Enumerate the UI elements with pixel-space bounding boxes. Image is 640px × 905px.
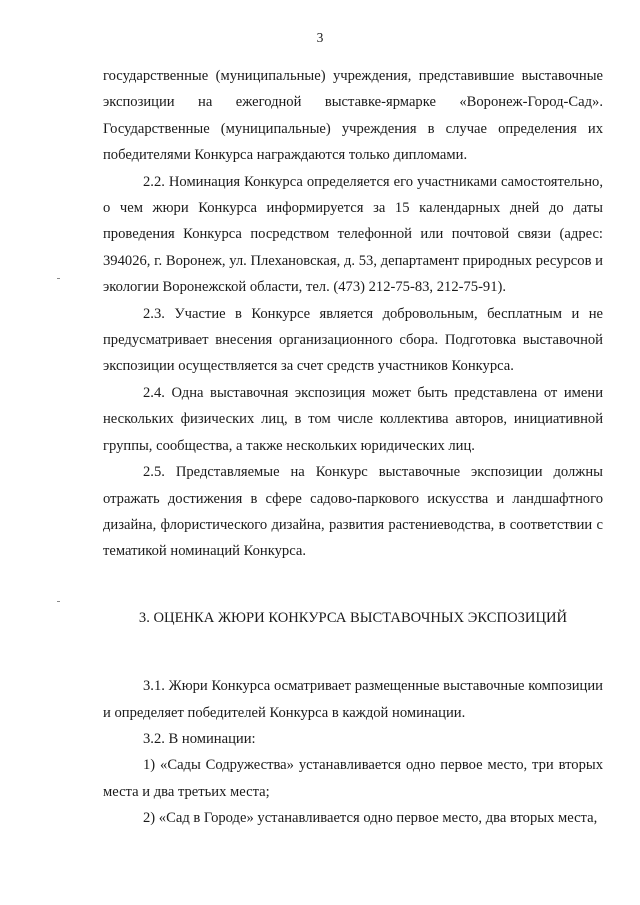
paragraph-2-4: 2.4. Одна выставочная экспозиция может быть представлена от имени нескольких физических лиц, в том числе коллектива авторов, инициативной группы, сообщества, а также нескольких юридических лиц.	[103, 384, 603, 454]
margin-mark	[57, 601, 60, 602]
paragraph-2-2: 2.2. Номинация Конкурса определяется его участниками самостоятельно, о чем жюри Конкурса информируется за 15 календарных дней до даты проведения Конкурса посредством телефонной или почтовой связи (адрес: 394026, г. Воронеж, ул. Плехановская, д. 53, департамент природных ресурсов и экологии Воронежской области, тел. (473) 212-75-83, 212-75-91).	[103, 173, 603, 296]
paragraph-continuation: государственные (муниципальные) учреждения, представившие выставочные экспозиции на ежегодной выставке-ярмарке «Воронеж-Город-Сад». Государственные (муниципальные) учреждения в случае определения их победителями Конкурса награждаются только дипломами.	[103, 68, 603, 164]
paragraph-3-2: 3.2. В номинации:	[143, 730, 256, 747]
paragraph-2-5: 2.5. Представляемые на Конкурс выставочные экспозиции должны отражать достижения в сфере садово-паркового искусства и ландшафтного дизайна, флористического дизайна, развития растениеводства, в соответствии с тематикой номинаций Конкурса.	[103, 464, 603, 560]
section-3-heading: 3. ОЦЕНКА ЖЮРИ КОНКУРСА ВЫСТАВОЧНЫХ ЭКСПОЗИЦИЙ	[138, 609, 568, 626]
margin-mark	[57, 278, 60, 279]
paragraph-2-3: 2.3. Участие в Конкурсе является добровольным, бесплатным и не предусматривает внесения организационного сбора. Подготовка выставочной экспозиции осуществляется за счет средств участников Конкурса.	[103, 305, 603, 375]
document-body	[103, 63, 603, 832]
paragraph-3-2-item-1: 1) «Сады Содружества» устанавливается одно первое место, три вторых места и два третьих места;	[103, 757, 603, 800]
paragraph-3-2-item-2: 2) «Сад в Городе» устанавливается одно первое место, два вторых места,	[143, 810, 598, 827]
paragraph-3-1: 3.1. Жюри Конкурса осматривает размещенные выставочные композиции и определяет победителей Конкурса в каждой номинации.	[103, 678, 603, 721]
page-number: 3	[316, 30, 324, 45]
